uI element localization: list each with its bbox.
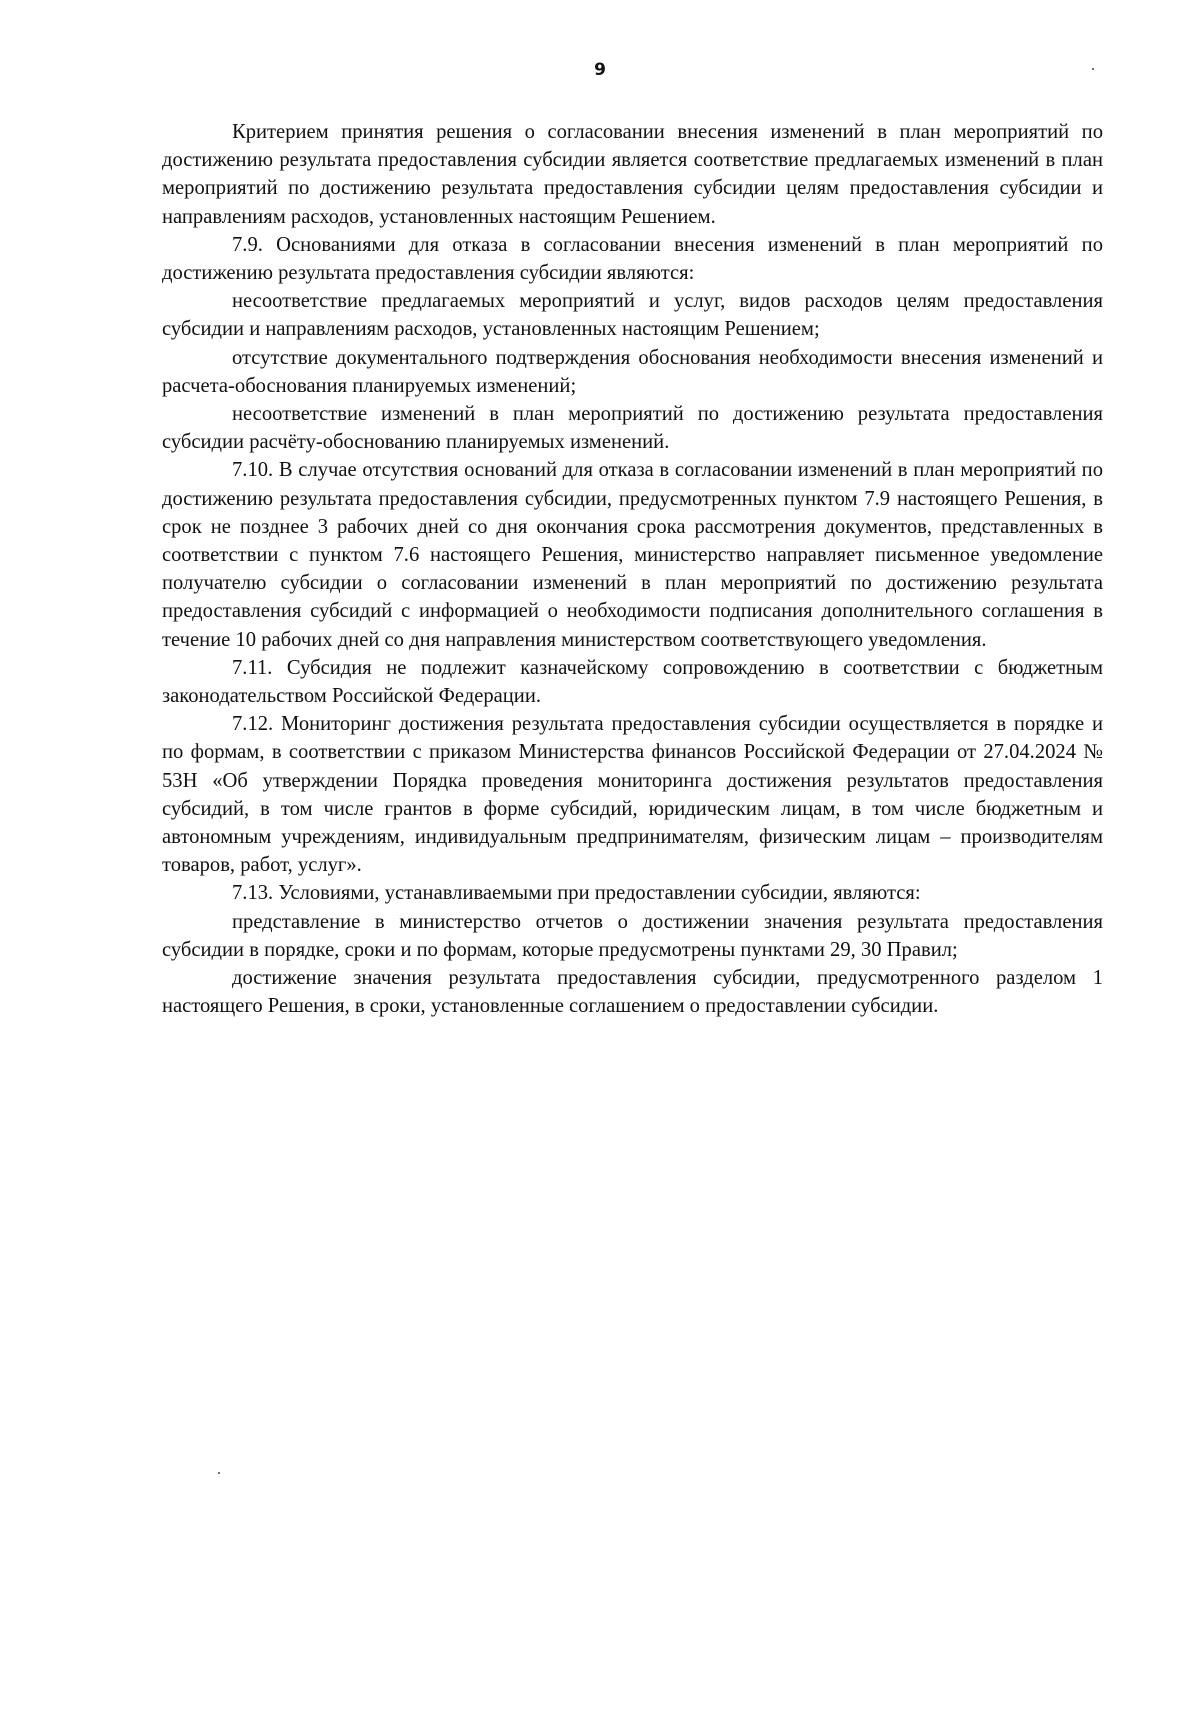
paragraph-7-12: 7.12. Мониторинг достижения результата предоставления субсидии осуществляется в порядке и по формам, в соответствии с приказом Министерства финансов Российской Федерации от 27.04.2024 № 53Н «Об утверждении Порядка проведения мониторинга достижения результатов предоставления субсидий, в том числе грантов в форме субсидий, юридическим лицам, в том числе бюджетным и автономным учреждениям, индивидуальным предпринимателям, физическим лицам – производителям товаров, работ, услуг». [162, 713, 1103, 877]
paragraph-7-13: 7.13. Условиями, устанавливаемыми при предоставлении субсидии, являются: [232, 882, 921, 905]
paragraph-7-11: 7.11. Субсидия не подлежит казначейскому сопровождению в соответствии с бюджетным законодательством Российской Федерации. [162, 656, 1103, 708]
paragraph-7-13-item-1: представление в министерство отчетов о достижении значения результата предоставления субсидии в порядке, сроки и по формам, которые предусмотрены пунктами 29, 30 Правил; [162, 910, 1103, 961]
paragraph-7-10: 7.10. В случае отсутствия оснований для отказа в согласовании изменений в план мероприятий по достижению результата предоставления субсидии, предусмотренных пунктом 7.9 настоящего Решения, в срок не позднее 3 рабочих дней со дня окончания срока рассмотрения документов, представленных в соответствии с пунктом 7.6 настоящего Решения, министерство направляет письменное уведомление получателю субсидии о согласовании изменений в план мероприятий по достижению результата предоставления субсидий с информацией о необходимости подписания дополнительного соглашения в течение 10 рабочих дней со дня направления министерством соответствующего уведомления. [162, 459, 1103, 651]
paragraph-7-9-item-1: несоответствие предлагаемых мероприятий и услуг, видов расходов целям предоставления субсидии и направлениям расходов, установленных настоящим Решением; [162, 290, 1103, 341]
paragraph-7-9: 7.9. Основаниями для отказа в согласовании внесения изменений в план мероприятий по достижению результата предоставления субсидии являются: [162, 233, 1103, 285]
paragraph-7-13-item-2: достижение значения результата предоставления субсидии, предусмотренного разделом 1 настоящего Решения, в сроки, установленные соглашением о предоставлении субсидии. [162, 967, 1103, 1018]
page-number: 9 [594, 60, 606, 80]
paragraph-7-9-item-2: отсутствие документального подтверждения обоснования необходимости внесения изменений и расчета-обоснования планируемых изменений; [162, 346, 1103, 397]
scan-speck [218, 1472, 220, 1474]
paragraph-criterion: Критерием принятия решения о согласовании внесения изменений в план мероприятий по достижению результата предоставления субсидии является соответствие предлагаемых изменений в план мероприятий по достижению результата предоставления субсидии целям предоставления субсидии и направлениям расходов, установленных настоящим Решением. [162, 121, 1103, 228]
scan-speck [1092, 68, 1094, 70]
document-body [162, 118, 1103, 1021]
paragraph-7-9-item-3: несоответствие изменений в план мероприятий по достижению результата предоставления субсидии расчёту-обоснованию планируемых изменений. [162, 403, 1103, 454]
